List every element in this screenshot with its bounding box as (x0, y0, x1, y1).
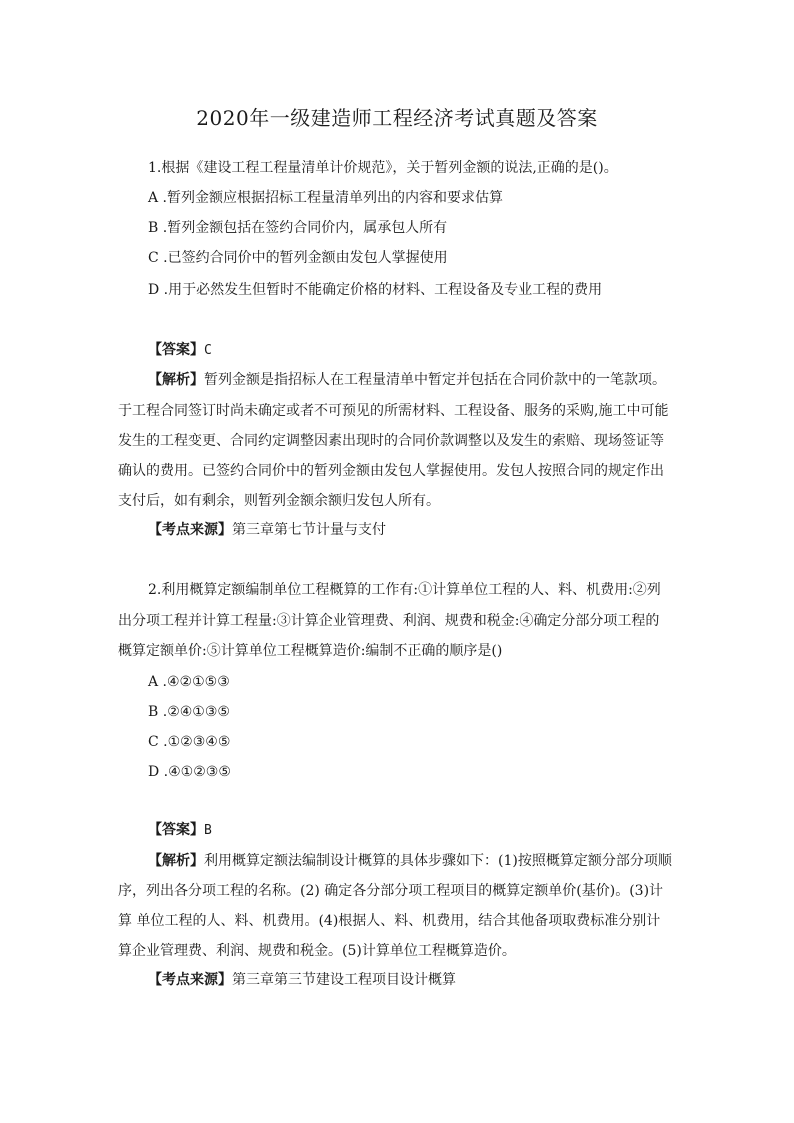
q2-stem-line-1: 2.利用概算定额编制单位工程概算的工作有:①计算单位工程的人、料、机费用:②列 (148, 582, 661, 598)
q1-stem: 1.根据《建设工程工程量清单计价规范》，关于暂列金额的说法,正确的是()。 (148, 160, 618, 176)
q1-source (148, 520, 386, 540)
q2-source-label: 【考点来源】 (148, 972, 232, 988)
q2-analysis-line-2: 序，列出各分项工程的名称。(2) 确定各分部分项工程项目的概算定额单价(基价)。(3)计 (118, 883, 664, 899)
q1-source-value: 第三章第七节计量与支付 (232, 522, 386, 538)
q1-analysis-line-4: 确认的费用。已签约合同价中的暂列金额由发包人掌握使用。发包人按照合同的规定作出 (118, 463, 664, 479)
q1-analysis-label: 【解析】 (148, 372, 204, 388)
q2-option-c: C .①②③④⑤ (148, 734, 231, 750)
q2-source-value: 第三章第三节建设工程项目设计概算 (232, 972, 456, 988)
q1-analysis-line-5: 支付后，如有剩余，则暂列金额余额归发包人所有。 (118, 493, 440, 509)
q2-answer-value: B (204, 823, 212, 838)
q2-option-b: B .②④①③⑤ (148, 704, 230, 720)
q2-answer-label: 【答案】 (148, 822, 204, 838)
q1-answer-label: 【答案】 (148, 342, 204, 358)
q1-answer-value: C (204, 343, 212, 358)
q1-option-b: B .暂列金额包括在签约合同价内，属承包人所有 (148, 220, 448, 236)
q1-analysis-line-2: 于工程合同签订时尚未确定或者不可预见的所需材料、工程设备、服务的采购,施工中可能 (118, 403, 669, 419)
document-title: 2020年一级建造师工程经济考试真题及答案 (196, 106, 598, 130)
q2-analysis-line-1 (148, 851, 672, 871)
q2-option-a: A .④②①⑤③ (148, 674, 230, 690)
q1-analysis-line-3: 发生的工程变更、合同约定调整因素出现时的合同价款调整以及发生的索赔、现场签证等 (118, 433, 664, 449)
q1-analysis-text-1: 暂列金额是指招标人在工程量清单中暂定并包括在合同价款中的一笔款项。 (204, 372, 666, 388)
q2-analysis-label: 【解析】 (148, 853, 204, 869)
q2-answer (148, 820, 212, 841)
q2-option-d: D .④①②③⑤ (148, 764, 231, 780)
q2-analysis-line-3: 算 单位工程的人、料、机费用。(4)根据人、料、机费用，结合其他备项取费标准分别计 (118, 913, 661, 929)
q2-stem-line-3: 概算定额单价:⑤计算单位工程概算造价:编制不正确的顺序是() (118, 643, 503, 659)
q1-option-d: D .用于必然发生但暂时不能确定价格的材料、工程设备及专业工程的费用 (148, 282, 603, 298)
q2-stem-line-2: 出分项工程并计算工程量:③计算企业管理费、利润、规费和税金:④确定分部分项工程的 (118, 613, 660, 629)
q1-option-a: A .暂列金额应根据招标工程量清单列出的内容和要求估算 (148, 190, 504, 206)
q1-analysis-line-1 (148, 370, 666, 390)
q2-source (148, 970, 456, 990)
q1-answer (148, 340, 212, 361)
q2-analysis-text-1: 利用概算定额法编制设计概算的具体步骤如下：(1)按照概算定额分部分项顺 (204, 853, 672, 869)
q1-source-label: 【考点来源】 (148, 522, 232, 538)
q1-option-c: C .已签约合同价中的暂列金额由发包人掌握使用 (148, 250, 448, 266)
q2-analysis-line-4: 算企业管理费、利润、规费和税金。(5)计算单位工程概算造价。 (118, 943, 516, 959)
